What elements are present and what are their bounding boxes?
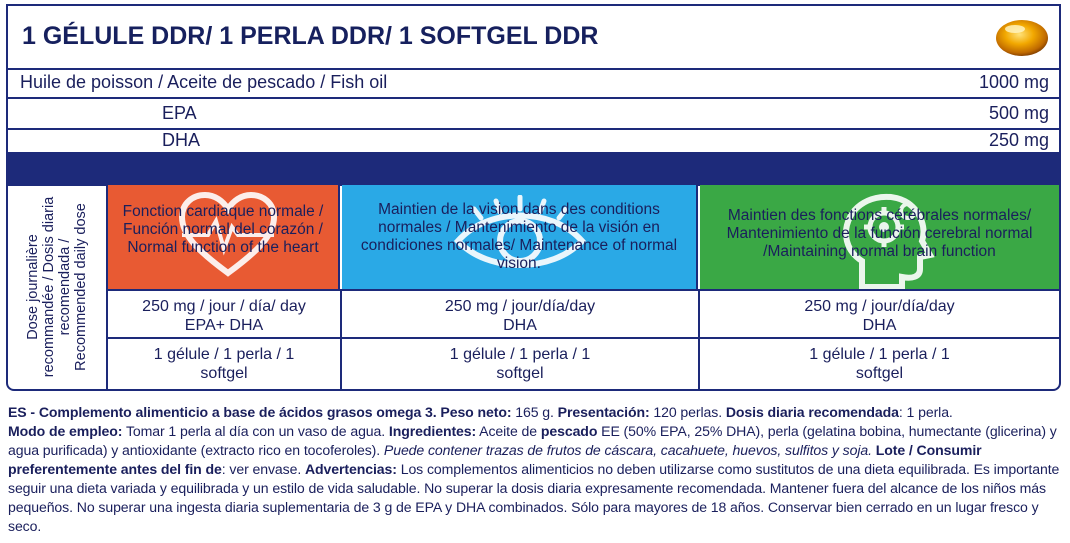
legal-warnings: Los complementos alimenticios no deben utilizarse como sustitutos de una dieta equilibrada. Es importante seguir una dieta variada y equilibrada y un estilo de vida saludable. No superar la dosis diaria expresamente recomendada. Mantener fuera del alcance de los niños más pequeños. No superar una ingesta diaria suplementaria de 3 g de EPA y DHA combinados. Sólo para mayores de 18 años. Conservar bien cerrado en un lugar fresco y seco.	[8, 461, 1060, 534]
legal-lot-label: Lote / Consumir preferentemente antes del fin de	[8, 442, 982, 477]
softgel-capsule-icon	[995, 14, 1049, 58]
dose-vision-amount: 250 mg / jour/día/day	[444, 298, 596, 315]
legal-allergen-fish: pescado	[540, 423, 598, 439]
legal-usage-label: Modo de empleo:	[8, 423, 123, 439]
dose-side-column	[8, 185, 108, 389]
fish-oil-label: Huile de poisson / Aceite de pescado / Fish oil	[20, 72, 388, 92]
units-vision-line2: softgel	[496, 365, 544, 382]
dose-brain-amount: 250 mg / jour/día/day	[804, 298, 955, 315]
dose-vision-nutrient: DHA	[503, 317, 537, 334]
legal-usage: Tomar 1 perla al día con un vaso de agua.	[122, 423, 389, 439]
dose-brain-nutrient: DHA	[862, 317, 897, 334]
legal-presentation-label: Presentación:	[557, 404, 650, 420]
legal-dose-label: Dosis diaria recomendada	[725, 404, 899, 420]
legal-lot: : ver envase.	[221, 461, 305, 477]
legal-warnings-label: Advertencias:	[304, 461, 397, 477]
dose-vision	[342, 297, 698, 335]
dose-brain	[700, 297, 1059, 335]
units-brain-line1: 1 gélule / 1 perla / 1	[809, 346, 950, 363]
units-brain-line2: softgel	[855, 365, 904, 382]
grid-line-1	[108, 289, 1059, 291]
epa-value: 500 mg	[988, 103, 1049, 123]
legal-ingredients-1: Aceite de	[476, 423, 541, 439]
claim-header-brain	[700, 185, 1059, 289]
row-epa	[8, 99, 1059, 130]
title-row	[8, 6, 1059, 70]
claim-vision-text: Maintien de la vision dans des conditions normales / Mantenimiento de la visión en condiciones normales/ Maintenance of normal vision.	[360, 201, 678, 272]
dha-value: 250 mg	[988, 130, 1049, 150]
claim-header-heart	[108, 185, 340, 289]
legal-traces: Puede contener trazas de frutos de cáscara, cacahuete, huevos, sulfitos y soja.	[383, 442, 872, 458]
row-dha	[8, 130, 1059, 152]
legal-text	[8, 403, 1063, 536]
legal-ingredients-label: Ingredientes:	[388, 423, 477, 439]
composition-table	[6, 4, 1061, 154]
divider-band	[6, 154, 1061, 186]
epa-label: EPA	[162, 103, 197, 123]
row-fish-oil	[8, 68, 1059, 99]
legal-dose: : 1 perla.	[898, 404, 953, 420]
units-vision	[342, 345, 698, 383]
grid-line-2	[108, 337, 1059, 339]
dha-label: DHA	[162, 130, 201, 150]
fish-oil-value: 1000 mg	[978, 72, 1049, 92]
units-brain	[700, 345, 1059, 383]
health-claims-table	[6, 185, 1061, 391]
units-vision-line1: 1 gélule / 1 perla / 1	[449, 346, 591, 363]
claim-heart-text: Fonction cardiaque normale / Función normal del corazón / Normal function of the heart	[122, 203, 324, 256]
dose-heart	[108, 297, 340, 335]
units-heart-line2: softgel	[200, 365, 248, 382]
product-title: 1 GÉLULE DDR/ 1 PERLA DDR/ 1 SOFTGEL DDR	[22, 22, 599, 50]
claim-brain-text: Maintien des fonctions cérébrales normales/ Mantenimiento de la función cerebral normal /Maintaining normal brain function	[726, 207, 1033, 260]
legal-ingredients-2: EE (50% EPA, 25% DHA), perla (gelatina bobina, humectante (glicerina) y agua purificada) y antioxidante (extracto rico en tocoferoles).	[8, 423, 1057, 458]
claim-header-vision	[342, 185, 698, 289]
dose-side-label: Dose journalière recommandée / Dosis diaria recomendada / Recommended daily dose	[25, 196, 89, 378]
units-heart-line1: 1 gélule / 1 perla / 1	[153, 346, 295, 363]
dose-heart-nutrient: EPA+ DHA	[184, 317, 264, 334]
legal-intro: ES - Complemento alimenticio a base de ácidos grasos omega 3. Peso neto:	[8, 404, 512, 420]
legal-weight: 165 g.	[511, 404, 558, 420]
dose-heart-amount: 250 mg / jour / día/ day	[142, 298, 306, 315]
units-heart	[108, 345, 340, 383]
legal-presentation: 120 perlas.	[649, 404, 726, 420]
